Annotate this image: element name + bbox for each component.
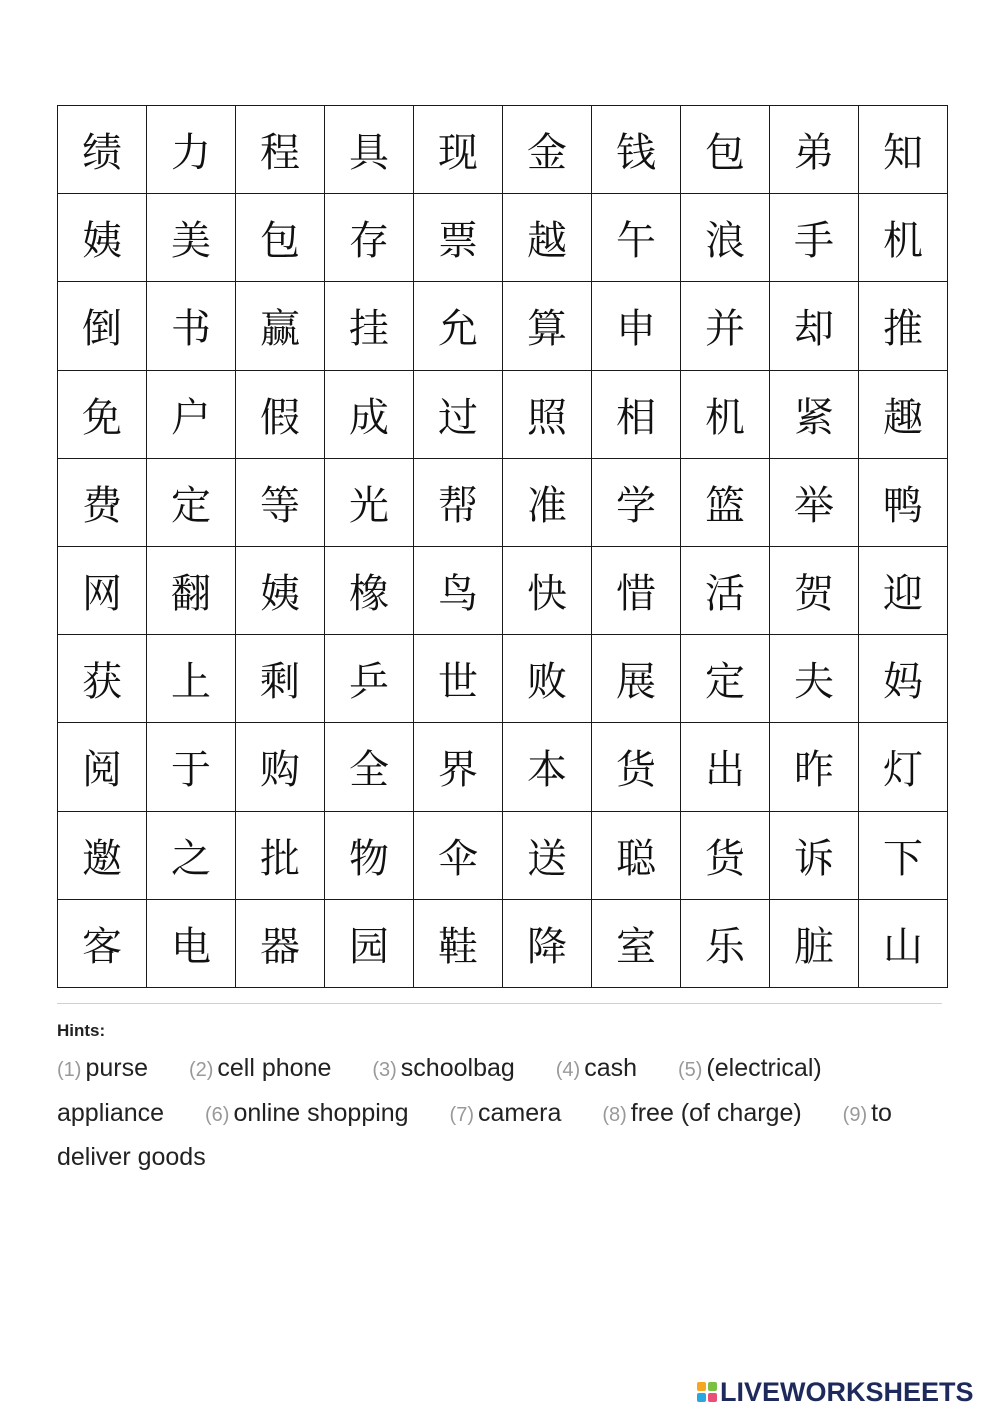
grid-cell[interactable]: 照 bbox=[503, 370, 592, 458]
grid-cell[interactable]: 山 bbox=[859, 899, 948, 987]
grid-cell[interactable]: 室 bbox=[592, 899, 681, 987]
grid-cell[interactable]: 钱 bbox=[592, 106, 681, 194]
hint-number: (1) bbox=[57, 1059, 82, 1081]
hint-item bbox=[556, 1054, 637, 1082]
hint-number: (4) bbox=[555, 1059, 581, 1081]
grid-cell[interactable]: 费 bbox=[58, 458, 147, 546]
grid-cell[interactable]: 定 bbox=[681, 635, 770, 723]
grid-cell[interactable]: 手 bbox=[770, 194, 859, 282]
grid-cell[interactable]: 电 bbox=[147, 899, 236, 987]
grid-cell[interactable]: 机 bbox=[681, 370, 770, 458]
grid-cell[interactable]: 姨 bbox=[236, 546, 325, 634]
grid-cell[interactable]: 光 bbox=[325, 458, 414, 546]
grid-cell[interactable]: 于 bbox=[147, 723, 236, 811]
grid-cell[interactable]: 聪 bbox=[592, 811, 681, 899]
grid-cell[interactable]: 允 bbox=[414, 282, 503, 370]
hint-item bbox=[205, 1099, 409, 1127]
hint-number: (9) bbox=[842, 1103, 868, 1126]
grid-cell[interactable]: 等 bbox=[236, 458, 325, 546]
grid-cell[interactable]: 橡 bbox=[325, 546, 414, 634]
liveworksheets-logo[interactable] bbox=[697, 1377, 974, 1407]
grid-cell[interactable]: 程 bbox=[236, 106, 325, 194]
hint-number: (7) bbox=[449, 1103, 474, 1126]
grid-cell[interactable]: 力 bbox=[147, 106, 236, 194]
grid-cell[interactable]: 本 bbox=[503, 723, 592, 811]
grid-cell[interactable]: 却 bbox=[770, 282, 859, 370]
grid-cell[interactable]: 午 bbox=[592, 194, 681, 282]
grid-row bbox=[58, 282, 948, 370]
hints-list bbox=[57, 1047, 937, 1179]
grid-cell[interactable]: 姨 bbox=[58, 194, 147, 282]
grid-cell[interactable]: 界 bbox=[414, 723, 503, 811]
grid-cell[interactable]: 假 bbox=[236, 370, 325, 458]
grid-cell[interactable]: 乐 bbox=[681, 899, 770, 987]
grid-row bbox=[58, 458, 948, 546]
hint-number: (5) bbox=[677, 1059, 703, 1081]
hint-number: (8) bbox=[602, 1103, 627, 1126]
hint-text: (electrical) appliance bbox=[57, 1054, 822, 1127]
grid-cell[interactable]: 批 bbox=[236, 811, 325, 899]
hint-text: to deliver goods bbox=[57, 1098, 892, 1171]
hint-text: online shopping bbox=[233, 1098, 409, 1127]
grid-cell[interactable]: 之 bbox=[147, 811, 236, 899]
grid-cell[interactable]: 赢 bbox=[236, 282, 325, 370]
grid-row bbox=[58, 194, 948, 282]
grid-cell[interactable]: 惜 bbox=[592, 546, 681, 634]
grid-cell[interactable]: 户 bbox=[147, 370, 236, 458]
grid-cell[interactable]: 昨 bbox=[770, 723, 859, 811]
hint-text: free (of charge) bbox=[630, 1098, 802, 1127]
grid-cell[interactable]: 举 bbox=[770, 458, 859, 546]
grid-cell[interactable]: 剩 bbox=[236, 635, 325, 723]
grid-cell[interactable]: 成 bbox=[325, 370, 414, 458]
grid-cell[interactable]: 包 bbox=[236, 194, 325, 282]
grid-cell[interactable]: 推 bbox=[859, 282, 948, 370]
grid-cell[interactable]: 知 bbox=[859, 106, 948, 194]
grid-cell[interactable]: 免 bbox=[58, 370, 147, 458]
grid-cell[interactable]: 诉 bbox=[770, 811, 859, 899]
grid-row bbox=[58, 546, 948, 634]
logo-square-icon bbox=[697, 1393, 706, 1402]
grid-cell[interactable]: 现 bbox=[414, 106, 503, 194]
hints-title: Hints: bbox=[57, 1021, 106, 1040]
grid-cell[interactable]: 活 bbox=[681, 546, 770, 634]
grid-cell[interactable]: 越 bbox=[503, 194, 592, 282]
hint-number: (2) bbox=[188, 1059, 214, 1081]
grid-cell[interactable]: 贺 bbox=[770, 546, 859, 634]
grid-cell[interactable]: 弟 bbox=[770, 106, 859, 194]
grid-cell[interactable]: 定 bbox=[147, 458, 236, 546]
divider bbox=[57, 1003, 942, 1004]
grid-cell[interactable]: 器 bbox=[236, 899, 325, 987]
grid-cell[interactable]: 邀 bbox=[58, 811, 147, 899]
grid-cell[interactable]: 夫 bbox=[770, 635, 859, 723]
grid-cell[interactable]: 送 bbox=[503, 811, 592, 899]
grid-cell[interactable]: 绩 bbox=[58, 106, 147, 194]
grid-cell[interactable]: 脏 bbox=[770, 899, 859, 987]
grid-row bbox=[58, 899, 948, 987]
grid-cell[interactable]: 货 bbox=[592, 723, 681, 811]
grid-row bbox=[58, 811, 948, 899]
grid-cell[interactable]: 相 bbox=[592, 370, 681, 458]
grid-cell[interactable]: 并 bbox=[681, 282, 770, 370]
grid-cell[interactable]: 网 bbox=[58, 546, 147, 634]
grid-cell[interactable]: 伞 bbox=[414, 811, 503, 899]
grid-cell[interactable]: 鸭 bbox=[859, 458, 948, 546]
grid-cell[interactable]: 浪 bbox=[681, 194, 770, 282]
grid-cell[interactable]: 倒 bbox=[58, 282, 147, 370]
logo-square-icon bbox=[697, 1382, 706, 1391]
grid-cell[interactable]: 准 bbox=[503, 458, 592, 546]
grid-cell[interactable]: 园 bbox=[325, 899, 414, 987]
grid-cell[interactable]: 机 bbox=[859, 194, 948, 282]
hint-item bbox=[189, 1054, 331, 1082]
grid-cell[interactable]: 鸟 bbox=[414, 546, 503, 634]
grid-cell[interactable]: 紧 bbox=[770, 370, 859, 458]
grid-cell[interactable]: 败 bbox=[503, 635, 592, 723]
grid-cell[interactable]: 购 bbox=[236, 723, 325, 811]
hint-text: camera bbox=[478, 1098, 562, 1127]
logo-text: LIVEWORKSHEETS bbox=[720, 1376, 974, 1407]
grid-cell[interactable]: 展 bbox=[592, 635, 681, 723]
grid-cell[interactable]: 乒 bbox=[325, 635, 414, 723]
grid-row bbox=[58, 106, 948, 194]
hint-item bbox=[372, 1054, 514, 1082]
grid-cell[interactable]: 书 bbox=[147, 282, 236, 370]
word-search-grid bbox=[57, 105, 948, 988]
grid-cell[interactable]: 鞋 bbox=[414, 899, 503, 987]
grid-cell[interactable]: 下 bbox=[859, 811, 948, 899]
grid-cell[interactable]: 快 bbox=[503, 546, 592, 634]
grid-cell[interactable]: 存 bbox=[325, 194, 414, 282]
grid-cell[interactable]: 妈 bbox=[859, 635, 948, 723]
grid-cell[interactable]: 金 bbox=[503, 106, 592, 194]
grid-cell[interactable]: 世 bbox=[414, 635, 503, 723]
grid-body bbox=[58, 106, 948, 988]
grid-cell[interactable]: 获 bbox=[58, 635, 147, 723]
grid-cell[interactable]: 上 bbox=[147, 635, 236, 723]
hint-item bbox=[450, 1099, 562, 1127]
grid-cell[interactable]: 趣 bbox=[859, 370, 948, 458]
logo-mark-icon bbox=[697, 1382, 717, 1402]
logo-square-icon bbox=[708, 1393, 717, 1402]
grid-row bbox=[58, 723, 948, 811]
grid-cell[interactable]: 全 bbox=[325, 723, 414, 811]
grid-cell[interactable]: 灯 bbox=[859, 723, 948, 811]
grid-cell[interactable]: 过 bbox=[414, 370, 503, 458]
hint-text: cash bbox=[584, 1054, 637, 1082]
hint-text: cell phone bbox=[217, 1054, 332, 1082]
grid-cell[interactable]: 篮 bbox=[681, 458, 770, 546]
grid-cell[interactable]: 出 bbox=[681, 723, 770, 811]
grid-cell[interactable]: 迎 bbox=[859, 546, 948, 634]
grid-cell[interactable]: 翻 bbox=[147, 546, 236, 634]
grid-row bbox=[58, 635, 948, 723]
grid-cell[interactable]: 申 bbox=[592, 282, 681, 370]
grid-cell[interactable]: 货 bbox=[681, 811, 770, 899]
grid-cell[interactable]: 物 bbox=[325, 811, 414, 899]
grid-cell[interactable]: 降 bbox=[503, 899, 592, 987]
hint-item bbox=[602, 1099, 801, 1127]
hint-item bbox=[57, 1054, 148, 1082]
grid-cell[interactable]: 客 bbox=[58, 899, 147, 987]
grid-row bbox=[58, 370, 948, 458]
hint-text: schoolbag bbox=[400, 1054, 515, 1082]
grid-cell[interactable]: 学 bbox=[592, 458, 681, 546]
grid-cell[interactable]: 阅 bbox=[58, 723, 147, 811]
grid-cell[interactable]: 包 bbox=[681, 106, 770, 194]
grid-cell[interactable]: 帮 bbox=[414, 458, 503, 546]
grid-cell[interactable]: 票 bbox=[414, 194, 503, 282]
grid-cell[interactable]: 美 bbox=[147, 194, 236, 282]
hint-number: (6) bbox=[204, 1103, 230, 1126]
logo-square-icon bbox=[708, 1382, 717, 1391]
grid-cell[interactable]: 挂 bbox=[325, 282, 414, 370]
hint-text: purse bbox=[85, 1054, 148, 1082]
grid-cell[interactable]: 算 bbox=[503, 282, 592, 370]
grid-cell[interactable]: 具 bbox=[325, 106, 414, 194]
hint-number: (3) bbox=[372, 1059, 397, 1081]
